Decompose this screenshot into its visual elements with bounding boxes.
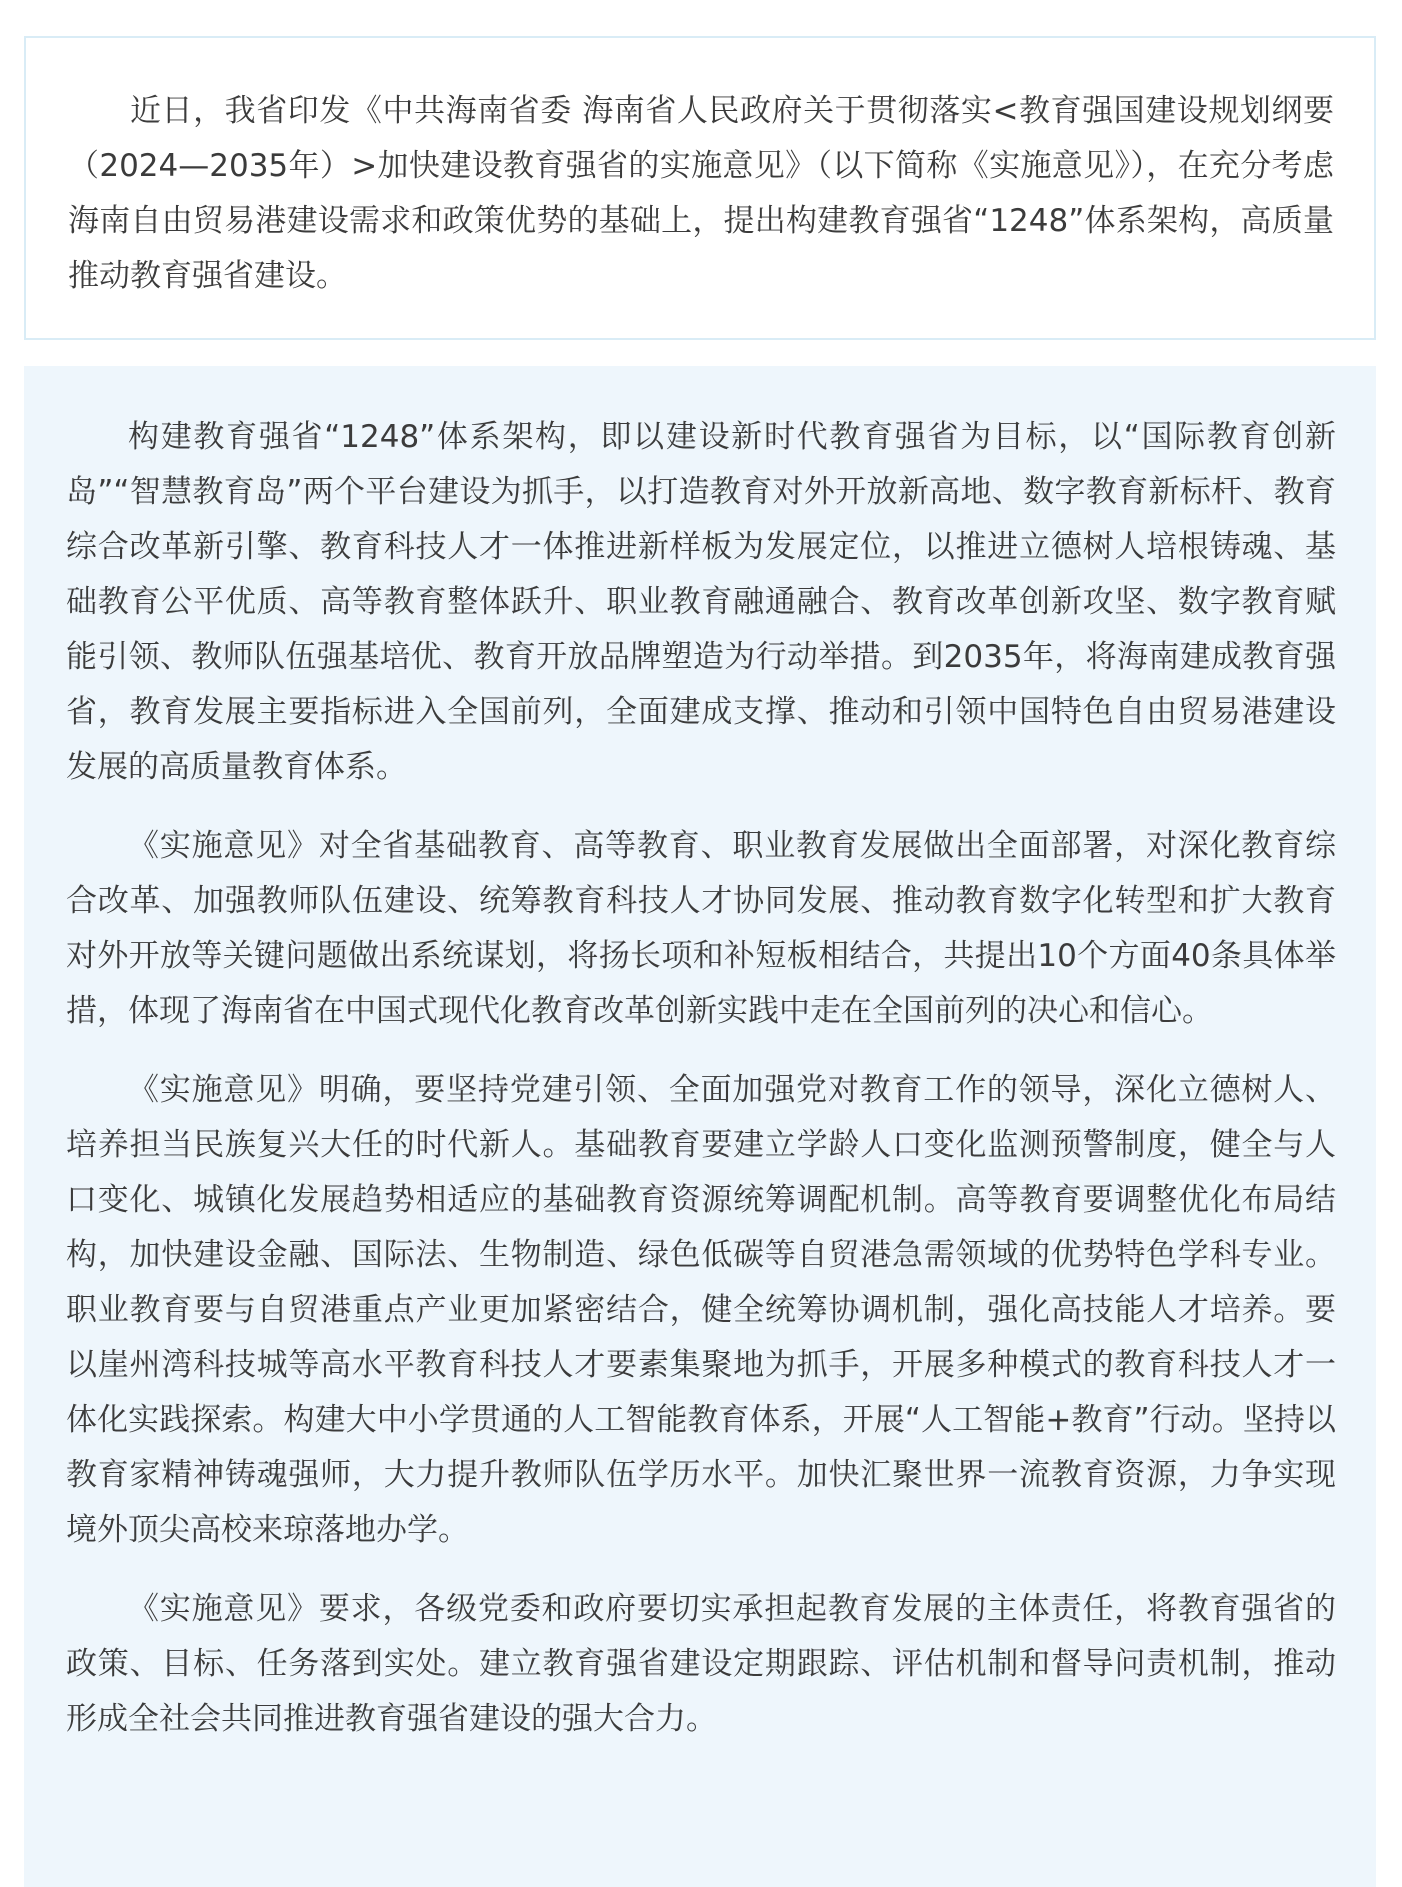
body-paragraph-1: 构建教育强省“1248”体系架构，即以建设新时代教育强省为目标，以“国际教育创新岛”“智慧教育岛”两个平台建设为抓手，以打造教育对外开放新高地、数字教育新标杆、教育综合改革新引擎、教育科技人才一体推进新样板为发展定位，以推进立德树人培根铸魂、基础教育公平优质、高等教育整体跃升、职业教育融通融合、教育改革创新攻坚、数字教育赋能引领、教师队伍强基培优、教育开放品牌塑造为行动举措。到2035年，将海南建成教育强省，教育发展主要指标进入全国前列，全面建成支撑、推动和引领中国特色自由贸易港建设发展的高质量教育体系。	[66, 419, 1336, 785]
article-body	[24, 366, 1376, 1887]
body-paragraph-4: 《实施意见》要求，各级党委和政府要切实承担起教育发展的主体责任，将教育强省的政策、目标、任务落到实处。建立教育强省建设定期跟踪、评估机制和督导问责机制，推动形成全社会共同推进教育强省建设的强大合力。	[66, 1591, 1336, 1737]
intro-box	[24, 36, 1376, 340]
body-paragraph-2: 《实施意见》对全省基础教育、高等教育、职业教育发展做出全面部署，对深化教育综合改革、加强教师队伍建设、统筹教育科技人才协同发展、推动教育数字化转型和扩大教育对外开放等关键问题做出系统谋划，将扬长项和补短板相结合，共提出10个方面40条具体举措，体现了海南省在中国式现代化教育改革创新实践中走在全国前列的决心和信心。	[66, 828, 1336, 1029]
body-paragraph-3: 《实施意见》明确，要坚持党建引领、全面加强党对教育工作的领导，深化立德树人、培养担当民族复兴大任的时代新人。基础教育要建立学龄人口变化监测预警制度，健全与人口变化、城镇化发展趋势相适应的基础教育资源统筹调配机制。高等教育要调整优化布局结构，加快建设金融、国际法、生物制造、绿色低碳等自贸港急需领域的优势特色学科专业。职业教育要与自贸港重点产业更加紧密结合，健全统筹协调机制，强化高技能人才培养。要以崖州湾科技城等高水平教育科技人才要素集聚地为抓手，开展多种模式的教育科技人才一体化实践探索。构建大中小学贯通的人工智能教育体系，开展“人工智能+教育”行动。坚持以教育家精神铸魂强师，大力提升教师队伍学历水平。加快汇聚世界一流教育资源，力争实现境外顶尖高校来琼落地办学。	[66, 1072, 1336, 1548]
intro-paragraph: 近日，我省印发《中共海南省委 海南省人民政府关于贯彻落实<教育强国建设规划纲要（2024—2035年）>加快建设教育强省的实施意见》（以下简称《实施意见》），在充分考虑海南自由贸易港建设需求和政策优势的基础上，提出构建教育强省“1248”体系架构，高质量推动教育强省建设。	[68, 93, 1334, 294]
